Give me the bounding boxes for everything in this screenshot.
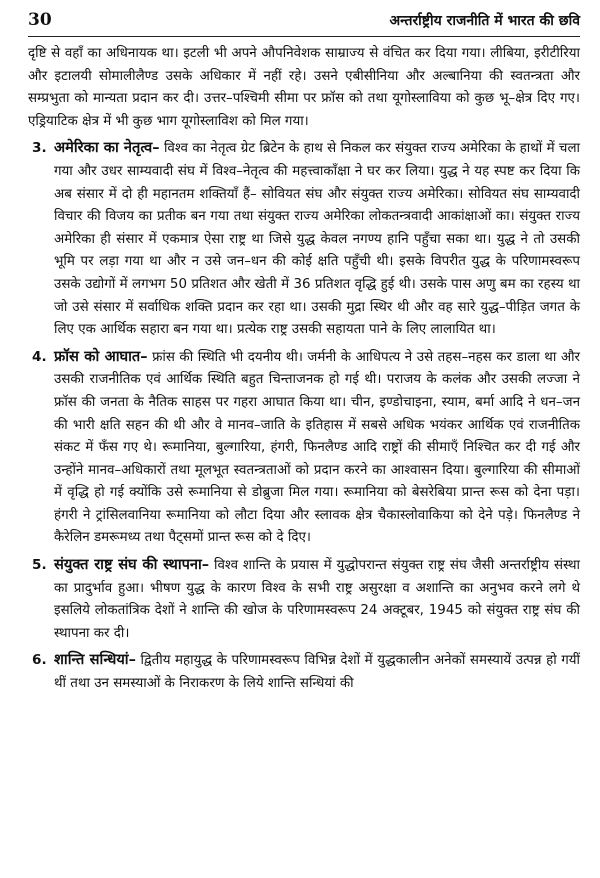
item-heading: शान्ति सन्धियां– (54, 651, 136, 669)
list-item-6 (28, 649, 580, 695)
list-item-4 (28, 346, 580, 550)
item-heading: फ्रॉस को आघात– (54, 347, 148, 365)
item-number: 4. (32, 348, 47, 365)
continuation-paragraph: दृष्टि से वहाँ का अधिनायक था। इटली भी अपने औपनिवेशक साम्राज्य से वंचित कर दिया गया। लीबिया, इरीटीरिया और इटालयी सोमालीलैण्ड उसके अधिकार में नहीं रहे। उसने एबीसीनिया और अल्बानिया की स्वतन्त्रता और सम्प्रभुता को मान्यता प्रदान कर दी। उत्तर–पश्चिमी सीमा पर फ्रॉस को तथा यूगोस्लाविया को कुछ भू–क्षेत्र दिए गए। एड्रियाटिक क्षेत्र में भी कुछ भाग यूगोस्लाविश को मिल गया। (28, 46, 580, 129)
page-header (28, 10, 580, 36)
page-number: 30 (28, 10, 52, 30)
item-body (54, 346, 580, 550)
item-body (54, 137, 580, 341)
running-title: अन्तर्राष्ट्रीय राजनीति में भारत की छवि (389, 13, 580, 29)
list-item-3 (28, 137, 580, 341)
list-item-5 (28, 554, 580, 645)
item-text: विश्व शान्ति के प्रयास में युद्धोपरान्त संयुक्त राष्ट्र संघ जैसी अन्तर्राष्ट्रीय संस्था का प्रादुर्भाव हुआ। भीषण युद्ध के कारण विश्व के सभी राष्ट्र असुरक्षा व अशान्ति का अनुभव करने लगे थे इसलिये लोकतांत्रिक देशों ने शान्ति की खोज के परिणामस्वरूप 24 अक्टूबर, 1945 को संयुक्त राष्ट्र संघ की स्थापना कर दी। (54, 558, 580, 641)
item-body (54, 649, 580, 695)
item-body (54, 554, 580, 645)
item-heading: संयुक्त राष्ट्र संघ की स्थापना– (54, 556, 210, 574)
item-number: 6. (32, 652, 47, 669)
header-rule (28, 36, 580, 37)
item-number: 5. (32, 557, 47, 574)
item-text: द्वितीय महायुद्ध के परिणामस्वरूप विभिन्न देशों में युद्धकालीन अनेकों समस्यायें उत्पन्न हो गयीं थीं तथा उन समस्याओं के निराकरण के लिये शान्ति सन्धियां की (54, 653, 580, 692)
item-number: 3. (32, 140, 47, 157)
item-text: फ्रांस की स्थिति भी दयनीय थी। जर्मनी के आधिपत्य ने उसे तहस–नहस कर डाला था और उसकी राजनीतिक एवं आर्थिक स्थिति बहुत चिन्ताजनक हो गई थी। पराजय के कलंक और उसकी लज्जा ने फ्रॉस की जनता के नैतिक साहस पर गहरा आघात किया था। चीन, इण्डोचाइना, स्याम, बर्मा आदि ने धन–जन की भारी क्षति सहन की थी और वे मानव–जाति के इतिहास में सबसे अधिक भयंकर आर्थिक एवं राजनीतिक संकट में फँस गए थे। रूमानिया, बुल्गारिया, हंगरी, फिनलैण्ड आदि राष्ट्रों की सीमाएँ निश्चित कर दी गई और उन्होंने मानव–अधिकारों तथा मूलभूत स्वतन्त्रताओं को प्रदान करने का आश्वासन दिया। बुल्गारिया की सीमाओं में वृद्धि हो गई क्योंकि उसे रूमानिया से डोब्रुजा मिल गया। रूमानिया को बेसरेबिया प्रान्त रूस को देना पड़ा। हंगरी ने ट्रांसिलवानिया रूमानिया को लौटा दिया और स्लावक क्षेत्र चैकास्लोवाकिया को देने पड़े। फिनलैण्ड ने कैरेलिन डमरूमध्य तथा पैट्समों प्रान्त रूस को दे दिए। (54, 349, 580, 546)
item-heading: अमेरिका का नेतृत्व– (54, 139, 160, 157)
item-text: विश्व का नेतृत्व ग्रेट ब्रिटेन के हाथ से निकल कर संयुक्त राज्य अमेरिका के हाथों में चला गया और उधर साम्यवादी संघ में विश्व–नेतृत्व की महत्त्वाकाँक्षा ने घर कर लिया। युद्ध ने यह स्पष्ट कर दिया कि अब संसार में दो ही महानतम शक्तियाँ हैं– सोवियत संघ और संयुक्त राज्य अमेरिका। सोवियत संघ साम्यवादी विचार की विजय का प्रतीक बन गया तथा संयुक्त राज्य अमेरिका लोकतन्त्रवादी आकांक्षाओं का। संयुक्त राज्य अमेरिका ही संसार में एकमात्र ऐसा राष्ट्र था जिसे युद्ध केवल नगण्य हानि पहुँचा सका था। युद्ध ने तो उसकी भूमि पर लड़ा गया था और न उसे जन–धन की कोई क्षति पहुँची थी। इसके विपरीत युद्ध के परिणामस्वरूप उसके उद्योगों में लगभग 50 प्रतिशत और खेती में 36 प्रतिशत वृद्धि हुई थी। उसके पास अणु बम का रहस्य था जो उसे संसार में सर्वाधिक शक्ति प्रदान कर रहा था। उसकी मुद्रा स्थिर थी और वह सारे युद्ध–पीड़ित जगत के लिए एक आर्थिक सहारा बन गया था। प्रत्येक राष्ट्र उसकी सहायता पाने के लिए लालायित था। (54, 141, 580, 338)
